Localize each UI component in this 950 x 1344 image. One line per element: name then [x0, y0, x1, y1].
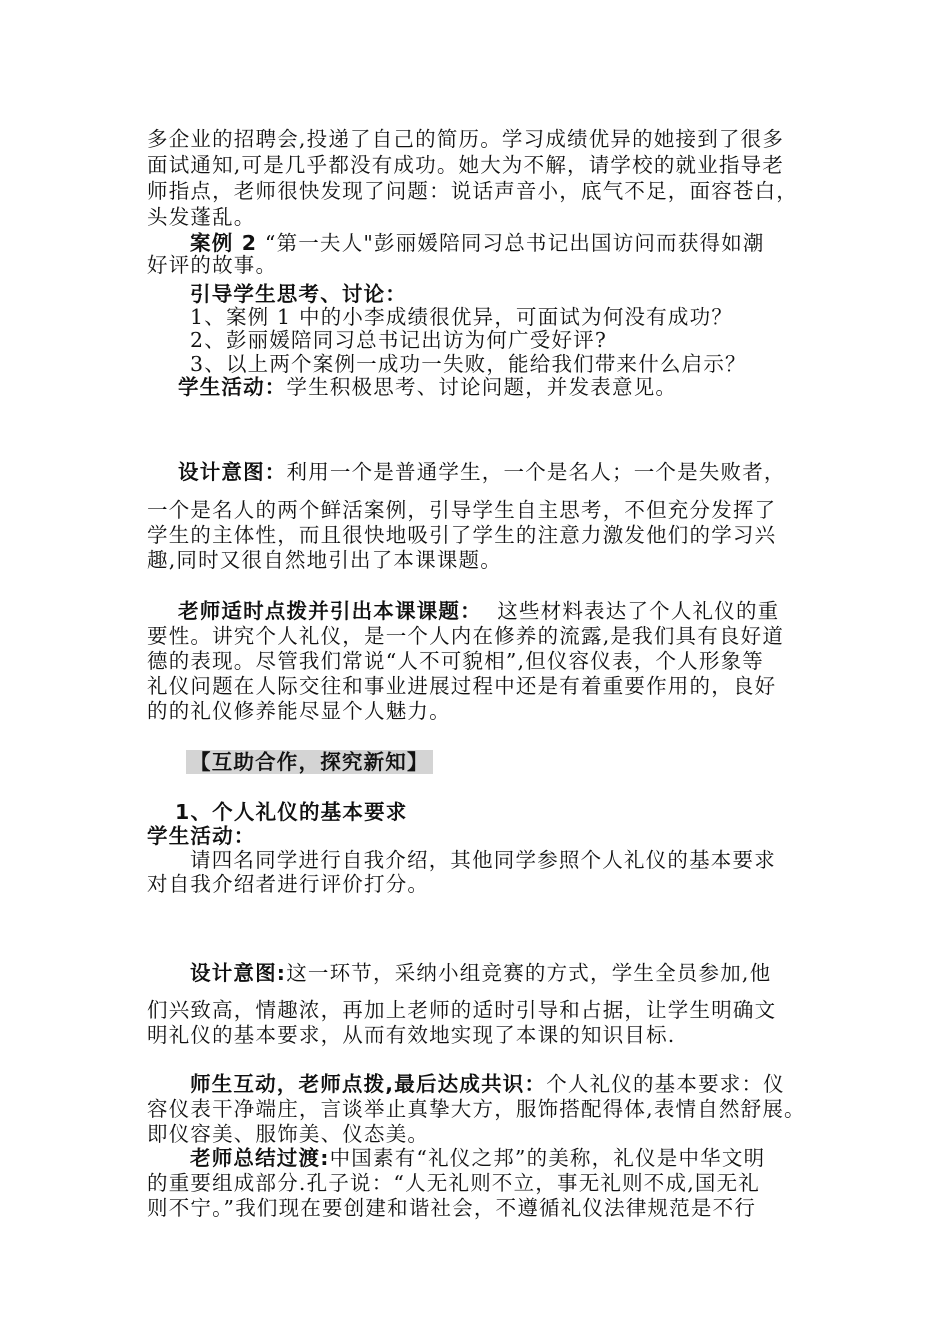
interaction-label: 师生互动，老师点拨,最后达成共识： [190, 1072, 547, 1096]
summary-text: 中国素有“礼仪之邦”的美称，礼仪是中华文明 [329, 1146, 766, 1170]
question-1: 1、案例 1 中的小李成绩很优异，可面试为何没有成功？ [190, 305, 734, 329]
section-heading-text: 【互助合作，探究新知】 [186, 750, 433, 774]
paragraph-line: 即仪容美、服饰美、仪态美。 [147, 1122, 430, 1146]
paragraph-line: 学生的主体性，而且很快地吸引了学生的注意力激发他们的学习兴 [147, 523, 777, 547]
activity-text: 学生积极思考、讨论问题，并发表意见。 [286, 375, 678, 399]
design-text: 利用一个是普通学生，一个是名人；一个是失败者， [286, 460, 786, 484]
activity-label: 学生活动： [147, 824, 256, 848]
activity-line [178, 374, 677, 400]
teacher-label: 老师适时点拨并引出本课课题： [178, 599, 482, 623]
activity-label: 学生活动： [178, 375, 287, 399]
interaction-line [190, 1071, 785, 1097]
paragraph-line: 容仪表干净端庄，言谈举止真挚大方，服饰搭配得体,表情自然舒展。 [147, 1097, 806, 1121]
paragraph-line: 的的礼仪修养能尽显个人魅力。 [147, 699, 451, 723]
paragraph-line: 好评的故事。 [147, 253, 278, 277]
paragraph-line: 则不宁。”我们现在要创建和谐社会，不遵循礼仪法律规范是不行 [147, 1196, 757, 1220]
section-heading [186, 749, 433, 775]
paragraph-line: 头发蓬乱。 [147, 205, 256, 229]
design-line [190, 960, 771, 986]
paragraph-line: 礼仪问题在人际交往和事业进展过程中还是有着重要作用的，良好 [147, 674, 777, 698]
case2-text: “第一夫人"彭丽媛陪同习总书记出国访问而获得如潮 [264, 231, 765, 255]
paragraph-line: 多企业的招聘会,投递了自己的简历。学习成绩优异的她接到了很多 [147, 127, 785, 151]
paragraph-line: 师指点，老师很快发现了问题：说话声音小，底气不足，面容苍白， [147, 179, 798, 203]
design-line [178, 459, 786, 485]
paragraph-line: 面试通知,可是几乎都没有成功。她大为不解，请学校的就业指导老 [147, 153, 785, 177]
teacher-line [178, 598, 779, 624]
paragraph-line: 一个是名人的两个鲜活案例，引导学生自主思考，不但充分发挥了 [147, 498, 777, 522]
design-text: 这一环节，采纳小组竞赛的方式，学生全员参加,他 [286, 961, 772, 985]
paragraph-line: 们兴致高，情趣浓，再加上老师的适时引导和占据，让学生明确文 [147, 998, 777, 1022]
guide-title: 引导学生思考、讨论： [190, 282, 407, 306]
teacher-text: 这些材料表达了个人礼仪的重 [497, 599, 780, 623]
paragraph-line: 明礼仪的基本要求，从而有效地实现了本课的知识目标. [147, 1023, 676, 1047]
design-label: 设计意图: [190, 961, 287, 985]
summary-line [190, 1145, 765, 1171]
paragraph-line: 对自我介绍者进行评价打分。 [147, 872, 430, 896]
question-3: 3、以上两个案例一成功一失败，能给我们带来什么启示？ [190, 352, 747, 376]
paragraph-line: 德的表现。尽管我们常说“人不可貌相”,但仪容仪表，个人形象等 [147, 649, 764, 673]
case2-label: 案例 2 [190, 231, 258, 255]
paragraph-line: 的重要组成部分.孔子说：“人无礼则不立，事无礼则不成,国无礼 [147, 1171, 761, 1195]
summary-label: 老师总结过渡: [190, 1146, 330, 1170]
question-2: 2、彭丽媛陪同习总书记出访为何广受好评? [190, 328, 608, 352]
paragraph-line: 要性。讲究个人礼仪，是一个人内在修养的流露,是我们具有良好道 [147, 624, 785, 648]
design-label: 设计意图： [178, 460, 287, 484]
paragraph-line: 趣,同时又很自然地引出了本课课题。 [147, 548, 502, 572]
paragraph-line: 请四名同学进行自我介绍，其他同学参照个人礼仪的基本要求 [190, 848, 776, 872]
subsection-title: 1、个人礼仪的基本要求 [175, 800, 408, 824]
interaction-text: 个人礼仪的基本要求：仪 [546, 1072, 785, 1096]
